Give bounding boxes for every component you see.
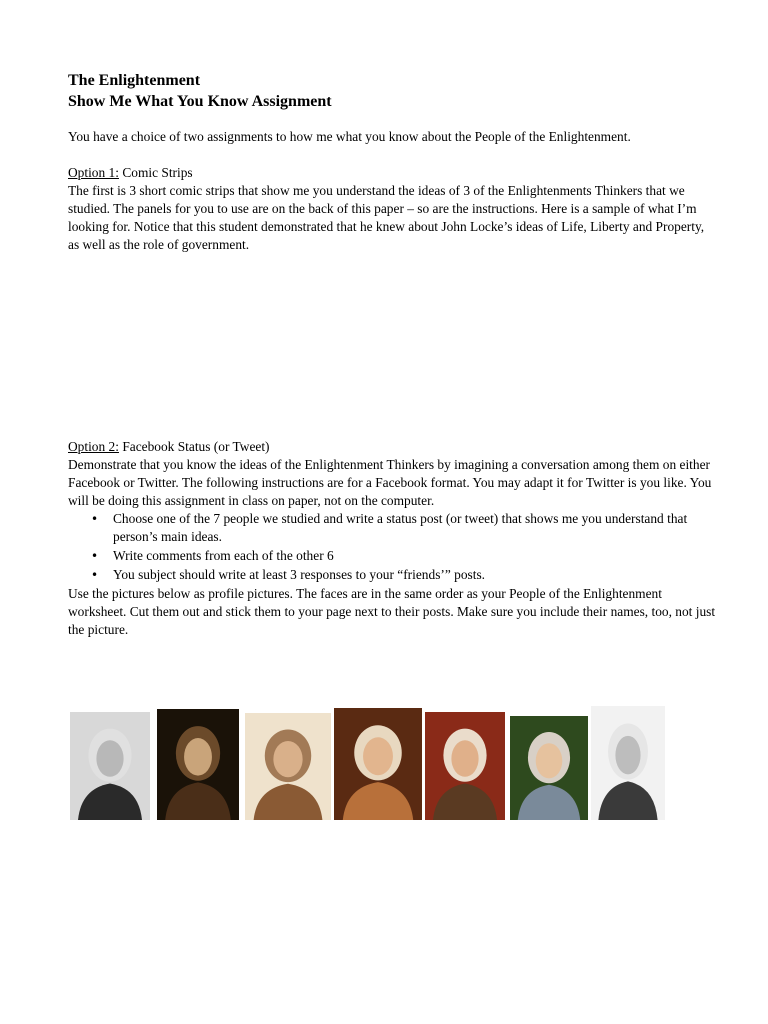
comic-sample-space bbox=[68, 254, 718, 438]
portrait-7 bbox=[591, 706, 665, 820]
instruction-list bbox=[68, 510, 718, 584]
portrait-2-image bbox=[157, 709, 239, 820]
portrait-5 bbox=[425, 712, 505, 820]
portrait-2 bbox=[157, 709, 239, 820]
portrait-6-image bbox=[510, 716, 588, 820]
instruction-item: • Choose one of the 7 people we studied and write a status post (or tweet) that shows me you understand that person’s main ideas. bbox=[113, 510, 718, 546]
instruction-item: • You subject should write at least 3 responses to your “friends’” posts. bbox=[113, 566, 718, 584]
option2-name: Facebook Status (or Tweet) bbox=[118, 439, 270, 454]
portrait-strip bbox=[70, 706, 670, 820]
portrait-face bbox=[363, 737, 393, 775]
option1-heading bbox=[68, 164, 718, 182]
portrait-face bbox=[536, 743, 563, 778]
portrait-face bbox=[273, 741, 302, 777]
portrait-face bbox=[451, 740, 478, 777]
portrait-face bbox=[96, 740, 123, 777]
portrait-3 bbox=[245, 713, 331, 820]
portrait-4 bbox=[334, 708, 422, 820]
document-subtitle: Show Me What You Know Assignment bbox=[68, 93, 332, 110]
portrait-3-image bbox=[245, 713, 331, 820]
intro-paragraph: You have a choice of two assignments to how me what you know about the People of the Enlightenment. bbox=[68, 129, 631, 144]
portrait-7-image bbox=[591, 706, 665, 820]
option2-heading bbox=[68, 438, 718, 456]
portrait-6 bbox=[510, 716, 588, 820]
assignment-document bbox=[68, 70, 718, 639]
instruction-item: • Write comments from each of the other 6 bbox=[113, 547, 718, 565]
portrait-1 bbox=[70, 712, 150, 820]
closing-paragraph: Use the pictures below as profile pictures. The faces are in the same order as your People of the Enlightenment worksheet. Cut them out and stick them to your page next to their posts. Make sure you include their names, too, not just the picture. bbox=[68, 586, 716, 637]
option2-label: Option 2: bbox=[68, 439, 119, 454]
portrait-face bbox=[184, 738, 212, 776]
portrait-face bbox=[615, 736, 640, 775]
option1-label: Option 1: bbox=[68, 165, 119, 180]
portrait-4-image bbox=[334, 708, 422, 820]
option1-body: The first is 3 short comic strips that show me you understand the ideas of 3 of the Enlightenments Thinkers that we studied. The panels for you to use are on the back of this paper – so are the instructions. Here is a sample of what I’m looking for. Notice that this student demonstrated that he knew about John Locke’s ideas of Life, Liberty and Property, as well as the role of government. bbox=[68, 183, 705, 252]
option1-name: Comic Strips bbox=[118, 165, 193, 180]
portrait-5-image bbox=[425, 712, 505, 820]
portrait-1-image bbox=[70, 712, 150, 820]
document-title: The Enlightenment bbox=[68, 72, 201, 89]
option2-body: Demonstrate that you know the ideas of the Enlightenment Thinkers by imagining a conversation among them on either Facebook or Twitter. The following instructions are for a Facebook format. You may adapt it for Twitter is you like. You will be doing this assignment in class on paper, not on the computer. bbox=[68, 457, 712, 508]
